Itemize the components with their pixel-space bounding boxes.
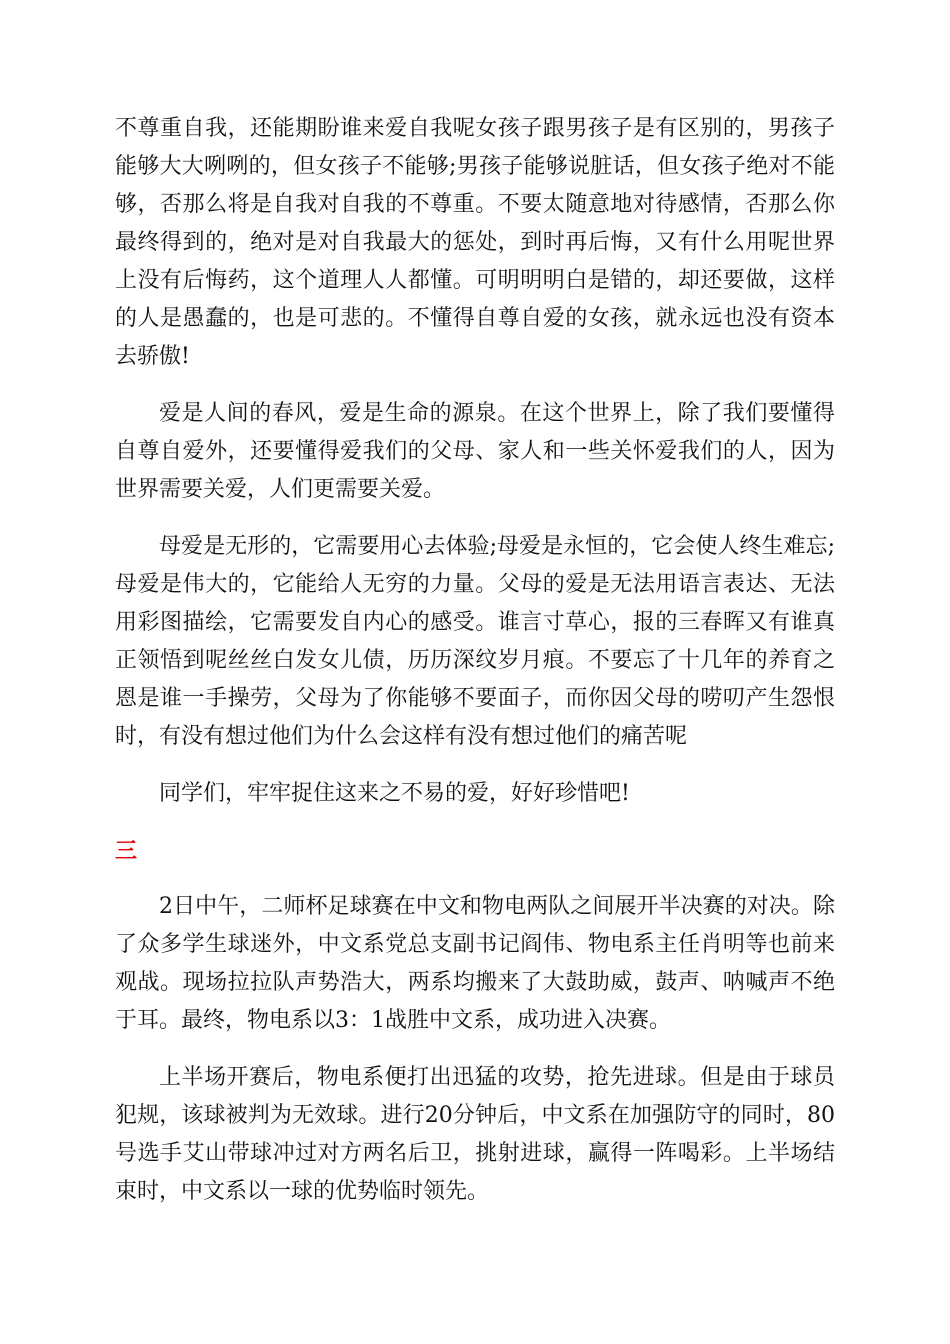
paragraph-self-respect: 不尊重自我，还能期盼谁来爱自我呢女孩子跟男孩子是有区别的，男孩子能够大大咧咧的，但女孩子不能够;男孩子能够说脏话，但女孩子绝对不能够，否那么将是自我对自我的不尊重。不要太随意地对待感情，否那么你最终得到的，绝对是对自我最大的惩处，到时再后悔，又有什么用呢世界上没有后悔药，这个道理人人都懂。可明明明白是错的，却还要做，这样的人是愚蠢的，也是可悲的。不懂得自尊自爱的女孩，就永远也没有资本去骄傲!: [115, 116, 835, 369]
paragraph-maternal-love: 母爱是无形的，它需要用心去体验;母爱是永恒的，它会使人终生难忘;母爱是伟大的，它能给人无穷的力量。父母的爱是无法用语言表达、无法用彩图描绘，它需要发自内心的感受。谁言寸草心，报的三春晖又有谁真正领悟到呢丝丝白发女儿债，历历深纹岁月痕。不要忘了十几年的养育之恩是谁一手操劳，父母为了你能够不要面子，而你因父母的唠叨产生怨恨时，有没有想过他们为什么会这样有没有想过他们的痛苦呢: [115, 534, 835, 749]
paragraph-cherish-love: 同学们，牢牢捉住这来之不易的爱，好好珍惜吧!: [159, 781, 630, 806]
document-body: [115, 110, 835, 1230]
paragraph-love-spring-breeze: 爱是人间的春风，爱是生命的源泉。在这个世界上，除了我们要懂得自尊自爱外，还要懂得爱我们的父母、家人和一些关怀爱我们的人，因为世界需要关爱，人们更需要关爱。: [115, 401, 835, 502]
paragraph-first-half: 上半场开赛后，物电系便打出迅猛的攻势，抢先进球。但是由于球员犯规，该球被判为无效球。进行20分钟后，中文系在加强防守的同时，80号选手艾山带球冲过对方两名后卫，挑射进球，赢得一阵喝彩。上半场结束时，中文系以一球的优势临时领先。: [115, 1065, 835, 1204]
paragraph-football-semifinal: 2日中午，二师杯足球赛在中文和物电两队之间展开半决赛的对决。除了众多学生球迷外，中文系党总支副书记阎伟、物电系主任肖明等也前来观战。现场拉拉队声势浩大，两系均搬来了大鼓助威，鼓声、呐喊声不绝于耳。最终，物电系以3：1战胜中文系，成功进入决赛。: [115, 894, 835, 1033]
section-heading-three: 三: [115, 838, 138, 864]
